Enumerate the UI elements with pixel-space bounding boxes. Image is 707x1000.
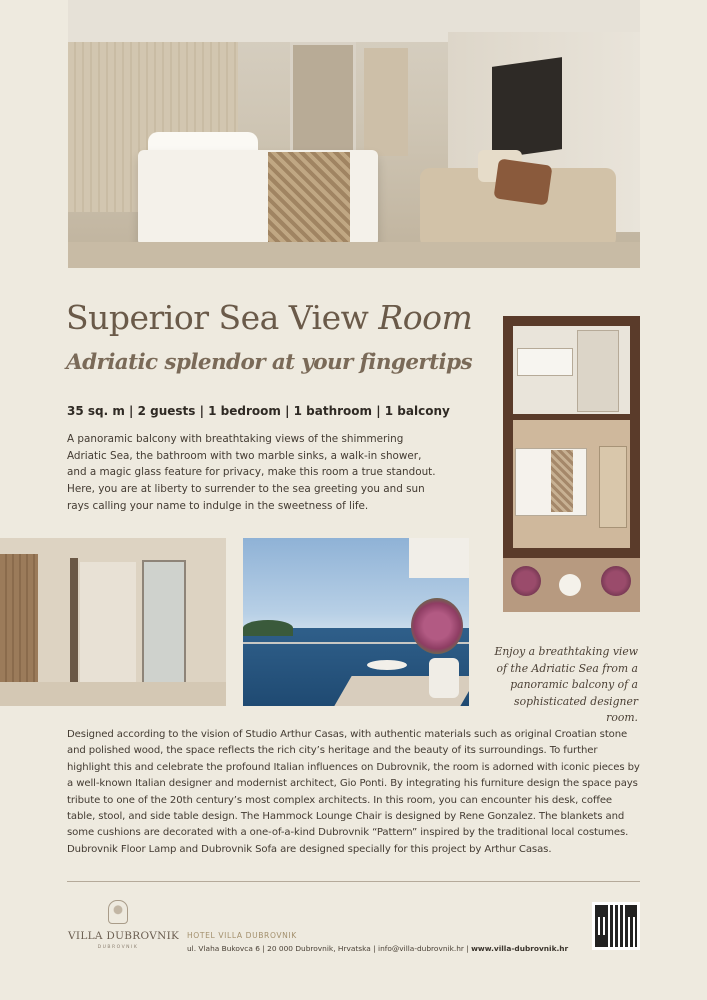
title-main: Superior Sea View bbox=[66, 298, 379, 337]
logo-subtitle: DUBROVNIK bbox=[97, 945, 139, 950]
divider bbox=[67, 881, 640, 882]
website-link[interactable]: www.villa-dubrovnik.hr bbox=[471, 944, 569, 953]
room-facts: 35 sq. m | 2 guests | 1 bedroom | 1 bathroom | 1 balcony bbox=[67, 404, 450, 418]
page-subtitle: Adriatic splendor at your fingertips bbox=[66, 350, 472, 375]
hotel-logo bbox=[68, 900, 180, 950]
title-italic: Room bbox=[378, 298, 473, 337]
page-title bbox=[66, 298, 496, 337]
body-paragraph: Designed according to the vision of Studio Arthur Casas, with authentic materials such as original Croatian stone and polished wood, the space reflects the rich city’s heritage and the beauty of its surroundings. To further highlight this and celebrate the profound Italian influences on Dubrovnik, the room is adorned with iconic pieces by a well-known Italian designer and modernist architect, Gio Ponti. By integrating his furniture design the space pays tribute to one of the 20th century’s most complex architects. In this room, you can encounter his desk, coffee table, stool, and side table design. The Hammock Lounge Chair is designed by Rene Gonzalez. The blankets and some cushions are decorated with a one-of-a-kind Dubrovnik “Pattern” inspired by the traditional local costumes. Dubrovnik Floor Lamp and Dubrovnik Sofa are designed specially for this project by Arthur Casas. bbox=[67, 729, 640, 855]
logo-name: VILLA DUBROVNIK bbox=[68, 930, 180, 942]
hotel-label: HOTEL VILLA DUBROVNIK bbox=[187, 931, 297, 940]
crest-icon bbox=[108, 900, 128, 924]
balcony-photo bbox=[243, 538, 469, 706]
bedroom-photo bbox=[68, 0, 640, 268]
photo-caption: Enjoy a breathtaking view of the Adriatic Sea from a panoramic balcony of a sophisticated designer room. bbox=[494, 645, 638, 724]
address-text: ul. Vlaha Bukovca 6 | 20 000 Dubrovnik, Hrvatska | info@villa-dubrovnik.hr | bbox=[187, 944, 472, 953]
bathroom-photo bbox=[0, 538, 226, 706]
intro-paragraph: A panoramic balcony with breathtaking views of the shimmering Adriatic Sea, the bathroom with two marble sinks, a walk-in shower, and a magic glass feature for privacy, make this room a true standout. Here, you are at liberty to surrender to the sea greeting you and sun rays calling your name to indulge in the sweetness of life. bbox=[67, 433, 436, 512]
floor-plan bbox=[503, 316, 640, 612]
contact-line bbox=[187, 944, 568, 953]
qr-code-icon[interactable] bbox=[592, 902, 640, 950]
